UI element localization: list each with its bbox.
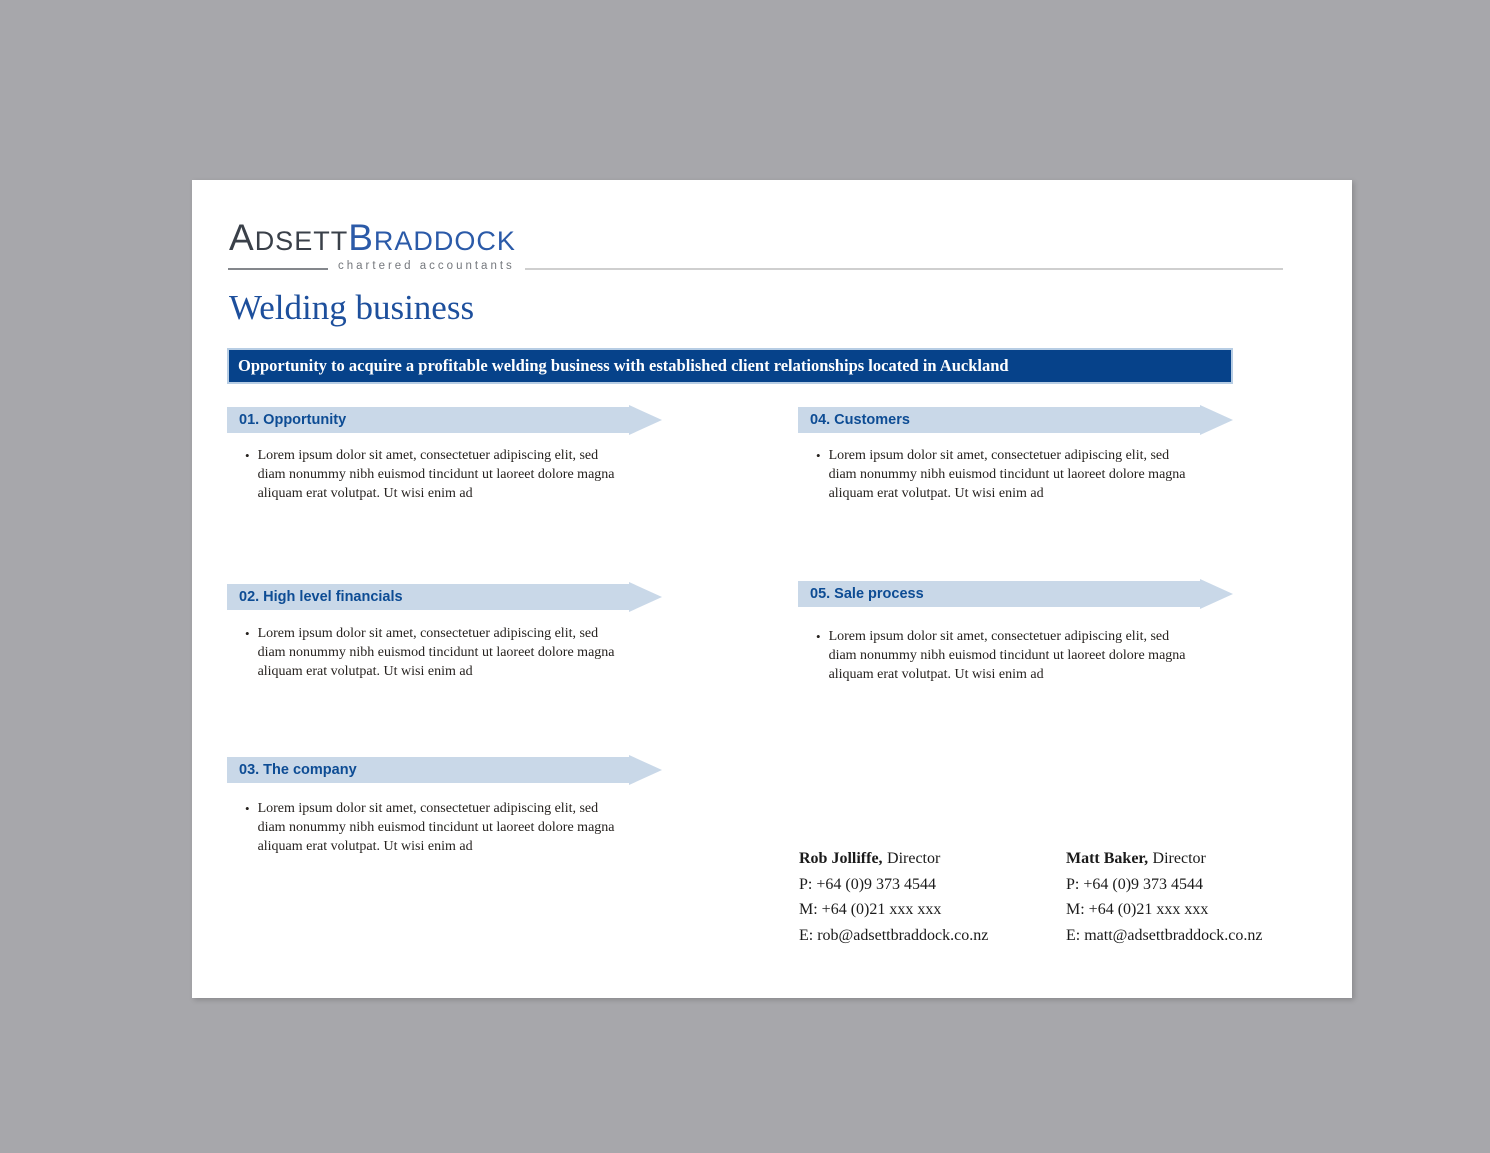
section-header-high-level-financials bbox=[227, 584, 629, 610]
bullet: • bbox=[245, 626, 250, 641]
section-label: 01. Opportunity bbox=[239, 412, 347, 428]
section-body-high-level-financials bbox=[245, 624, 630, 681]
contact-phone: P: +64 (0)9 373 4544 bbox=[799, 875, 937, 893]
contact-email: E: rob@adsettbraddock.co.nz bbox=[799, 926, 989, 944]
logo-word-adsett-rest: DSETT bbox=[254, 226, 349, 256]
contact-role: Director bbox=[1152, 850, 1206, 867]
logo bbox=[229, 218, 516, 266]
section-body-customers bbox=[816, 446, 1201, 503]
header-rule-right bbox=[525, 268, 1283, 270]
section-body-the-company bbox=[245, 799, 630, 856]
section-body-text: Lorem ipsum dolor sit amet, consectetuer adipiscing elit, sed diam nonummy nibh euismod tincidunt ut laoreet dolore magna aliquam erat volutpat. Ut wisi enim ad bbox=[257, 801, 615, 854]
bullet: • bbox=[816, 629, 821, 644]
contact-card-rob bbox=[799, 846, 988, 948]
contact-email: E: matt@adsettbraddock.co.nz bbox=[1066, 926, 1263, 944]
section-label: 05. Sale process bbox=[810, 586, 924, 602]
section-body-opportunity bbox=[245, 446, 630, 503]
contact-role: Director bbox=[887, 850, 941, 867]
section-header-opportunity bbox=[227, 407, 629, 433]
section-header-sale-process bbox=[798, 581, 1200, 607]
logo-word-braddock-rest: RADDOCK bbox=[373, 226, 516, 256]
contact-name-line bbox=[799, 846, 988, 872]
headline-banner-text: Opportunity to acquire a profitable welding business with established client relationships located in Auckland bbox=[238, 356, 1009, 375]
section-label: 04. Customers bbox=[810, 412, 910, 428]
headline-banner bbox=[227, 348, 1233, 384]
logo-word-braddock-initial: B bbox=[348, 217, 374, 258]
contact-name: Rob Jolliffe, bbox=[799, 850, 883, 867]
section-body-sale-process bbox=[816, 627, 1201, 684]
contact-mobile: M: +64 (0)21 xxx xxx bbox=[1066, 901, 1209, 918]
contact-name: Matt Baker, bbox=[1066, 850, 1149, 867]
section-body-text: Lorem ipsum dolor sit amet, consectetuer adipiscing elit, sed diam nonummy nibh euismod tincidunt ut laoreet dolore magna aliquam erat volutpat. Ut wisi enim ad bbox=[828, 448, 1186, 501]
logo-tagline: chartered accountants bbox=[338, 260, 515, 272]
logo-word-adsett-initial: A bbox=[229, 217, 255, 258]
contact-name-line bbox=[1066, 846, 1262, 872]
section-label: 03. The company bbox=[239, 762, 357, 778]
bullet: • bbox=[816, 448, 821, 463]
section-header-customers bbox=[798, 407, 1200, 433]
bullet: • bbox=[245, 448, 250, 463]
section-body-text: Lorem ipsum dolor sit amet, consectetuer adipiscing elit, sed diam nonummy nibh euismod tincidunt ut laoreet dolore magna aliquam erat volutpat. Ut wisi enim ad bbox=[257, 626, 615, 679]
page bbox=[192, 180, 1352, 998]
section-header-the-company bbox=[227, 757, 629, 783]
header-rule-left bbox=[228, 268, 328, 270]
section-label: 02. High level financials bbox=[239, 589, 403, 605]
contact-mobile: M: +64 (0)21 xxx xxx bbox=[799, 901, 942, 918]
contact-phone: P: +64 (0)9 373 4544 bbox=[1066, 875, 1204, 893]
bullet: • bbox=[245, 801, 250, 816]
section-body-text: Lorem ipsum dolor sit amet, consectetuer adipiscing elit, sed diam nonummy nibh euismod tincidunt ut laoreet dolore magna aliquam erat volutpat. Ut wisi enim ad bbox=[828, 629, 1186, 682]
contact-card-matt bbox=[1066, 846, 1262, 948]
section-body-text: Lorem ipsum dolor sit amet, consectetuer adipiscing elit, sed diam nonummy nibh euismod tincidunt ut laoreet dolore magna aliquam erat volutpat. Ut wisi enim ad bbox=[257, 448, 615, 501]
page-title: Welding business bbox=[229, 288, 475, 327]
